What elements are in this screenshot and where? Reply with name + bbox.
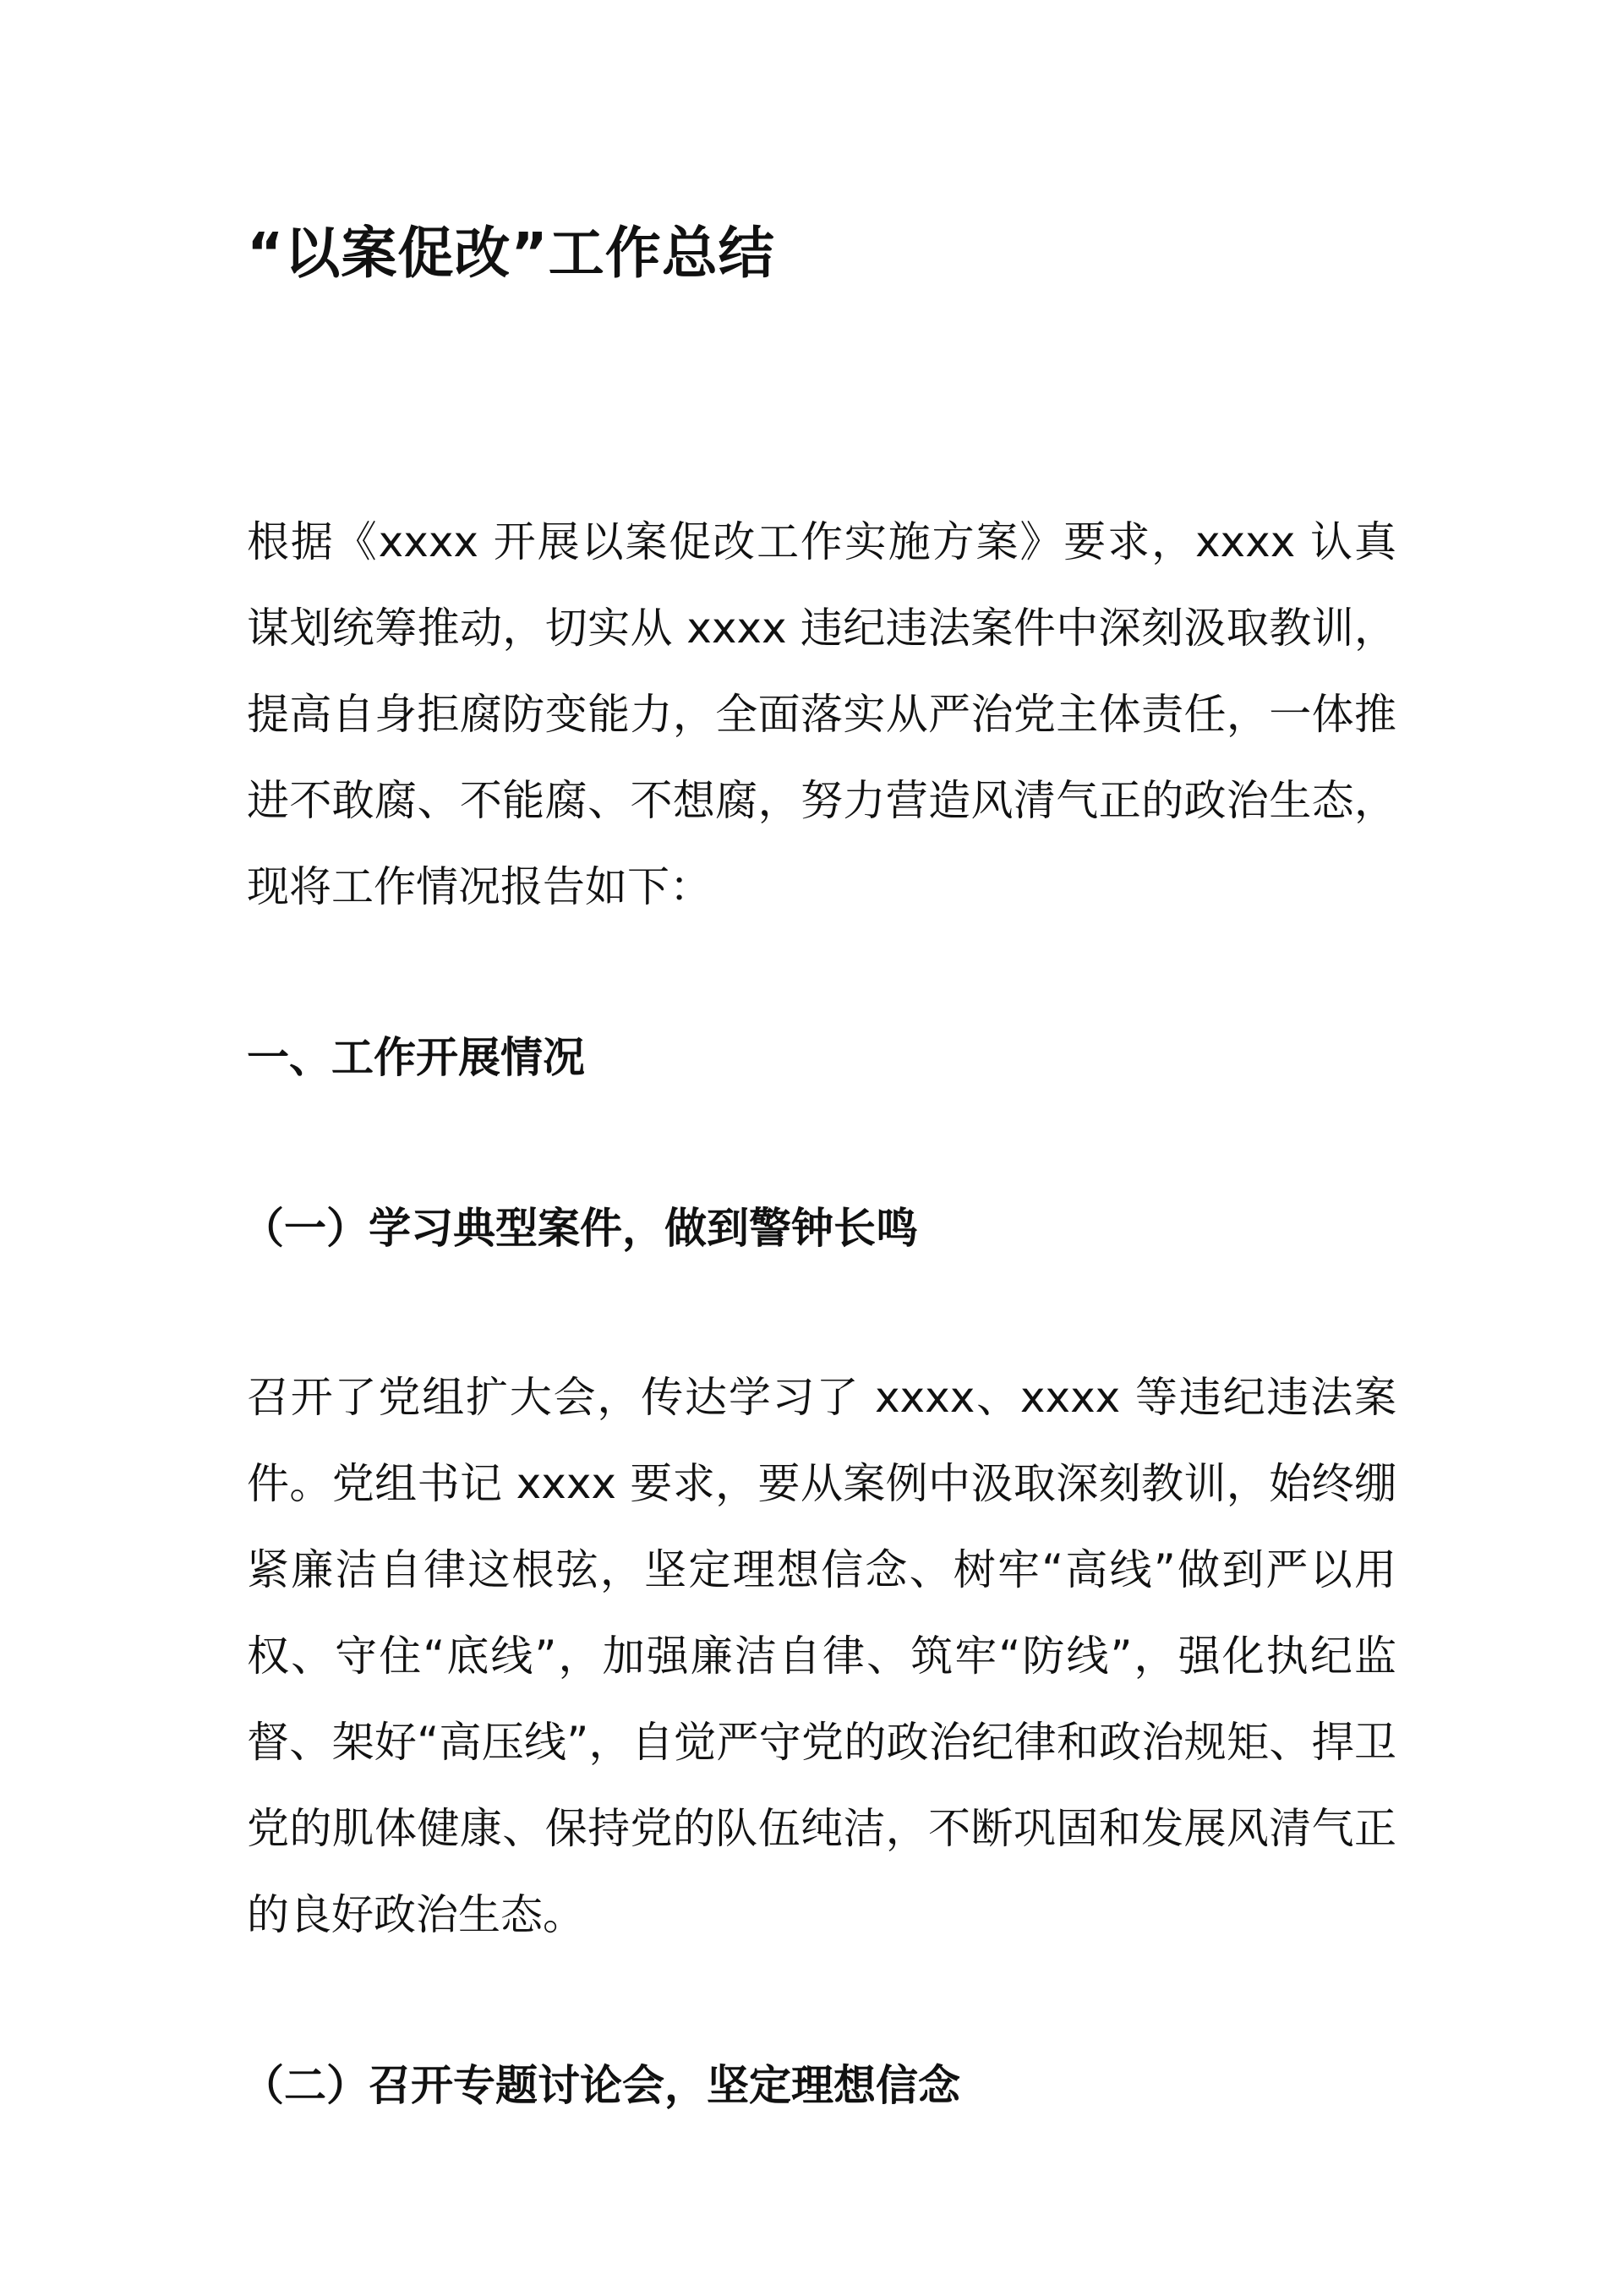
subsection-study-cases-paragraph: 召开了党组扩大会，传达学习了 xxxx、xxxx 等违纪违法案件。党组书记 xxxx 要求，要从案例中汲取深刻教训，始终绷紧廉洁自律这根弦，坚定理想信念、树牢“高线”做到严以用权、守住“底线”，加强廉洁自律、筑牢“防线”，强化执纪监督、架好“高压线”，自觉严守党的政治纪律和政治规矩、捍卫党的肌体健康、保持党的队伍纯洁，不断巩固和发展风清气正的良好政治生态。 <box>247 1373 1396 1939</box>
section-heading-work-progress: 一、工作开展情况 <box>247 1033 585 1082</box>
subsection-heading-study-cases: （一）学习典型案件，做到警钟长鸣 <box>242 1204 918 1253</box>
document-body <box>242 211 1396 2129</box>
intro-paragraph: 根据《xxxx 开展以案促改工作实施方案》要求，xxxx 认真谋划统筹推动，切实从 xxxx 违纪违法案件中深刻汲取教训，提高自身拒腐防变能力，全面落实从严治党主体责任，一体推进不敢腐、不能腐、不想腐，努力营造风清气正的政治生态，现将工作情况报告如下： <box>247 517 1396 911</box>
subsection-heading-seminar: （二）召开专题讨论会，坚定理想信念 <box>242 2061 960 2110</box>
document-title: “以案促改”工作总结 <box>247 221 775 286</box>
